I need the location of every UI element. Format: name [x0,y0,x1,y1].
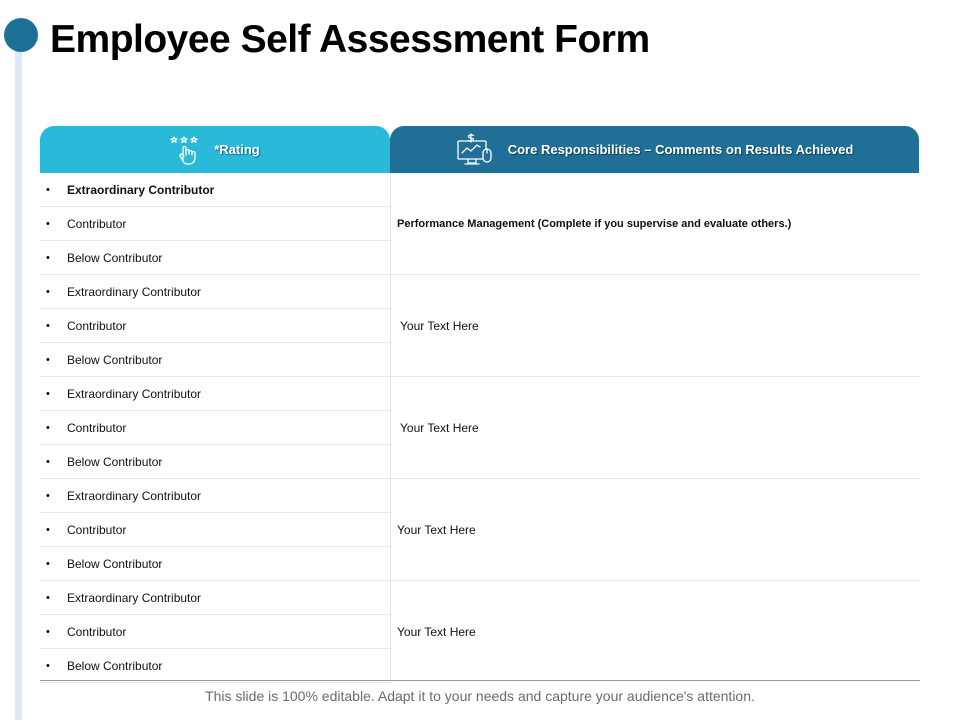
rating-option-row [40,479,390,513]
rating-column-header [40,126,390,173]
rating-option-row [40,411,390,445]
rating-option-row [40,309,390,343]
rating-option-label: Extraordinary Contributor [67,386,202,401]
bullet-icon: • [46,489,50,502]
comment-placeholder-text: Your Text Here [397,522,476,537]
rating-option-row [40,649,390,683]
rating-option-label: Extraordinary Contributor [67,284,202,299]
rating-option-label: Extraordinary Contributor [67,182,215,197]
hand-stars-icon [170,134,202,166]
comment-cell[interactable] [390,275,919,377]
table-bottom-border [40,680,920,681]
rating-option-label: Contributor [67,624,127,639]
rating-option-label: Extraordinary Contributor [67,590,202,605]
comment-placeholder-text: Your Text Here [400,318,479,333]
comment-cell[interactable] [390,479,919,581]
rating-option-label: Below Contributor [67,352,163,367]
comment-cell[interactable] [390,581,919,682]
core-responsibilities-column-header [390,126,919,173]
comment-cell[interactable] [390,173,919,275]
page-title: Employee Self Assessment Form [50,18,650,61]
bullet-icon: • [46,251,50,264]
comment-placeholder-text: Your Text Here [397,624,476,639]
bullet-icon: • [46,659,50,672]
footer-note: This slide is 100% editable. Adapt it to your needs and capture your audience's attention. [205,688,755,704]
core-header-label: Core Responsibilities – Comments on Results Achieved [507,142,854,157]
rating-option-row [40,377,390,411]
comment-placeholder-text: Your Text Here [400,420,479,435]
rating-option-label: Contributor [67,522,127,537]
bullet-icon: • [46,387,50,400]
rating-option-row [40,547,390,581]
bullet-icon: • [46,557,50,570]
rating-option-label: Contributor [67,216,127,231]
rating-option-label: Below Contributor [67,556,163,571]
computer-dollar-icon [456,133,494,167]
rating-option-label: Extraordinary Contributor [67,488,202,503]
rating-option-label: Contributor [67,318,127,333]
rating-list [40,173,390,683]
bullet-icon: • [46,421,50,434]
bullet-icon: • [46,625,50,638]
rating-option-row [40,241,390,275]
side-accent-bar [15,38,22,720]
bullet-icon: • [46,523,50,536]
rating-option-row [40,615,390,649]
comment-cell[interactable] [390,377,919,479]
rating-option-label: Below Contributor [67,250,163,265]
rating-option-row [40,173,390,207]
bullet-icon: • [46,455,50,468]
rating-option-label: Below Contributor [67,454,163,469]
rating-option-row [40,343,390,377]
rating-option-row [40,513,390,547]
bullet-icon: • [46,319,50,332]
rating-option-label: Below Contributor [67,658,163,673]
bullet-icon: • [46,591,50,604]
bullet-icon: • [46,353,50,366]
rating-option-row [40,207,390,241]
rating-header-label: *Rating [214,142,260,157]
rating-option-label: Contributor [67,420,127,435]
bullet-icon: • [46,217,50,230]
performance-management-note: Performance Management (Complete if you supervise and evaluate others.) [397,217,792,230]
rating-option-row [40,581,390,615]
rating-option-row [40,275,390,309]
accent-dot [4,18,38,52]
bullet-icon: • [46,285,50,298]
bullet-icon: • [46,183,50,196]
rating-option-row [40,445,390,479]
